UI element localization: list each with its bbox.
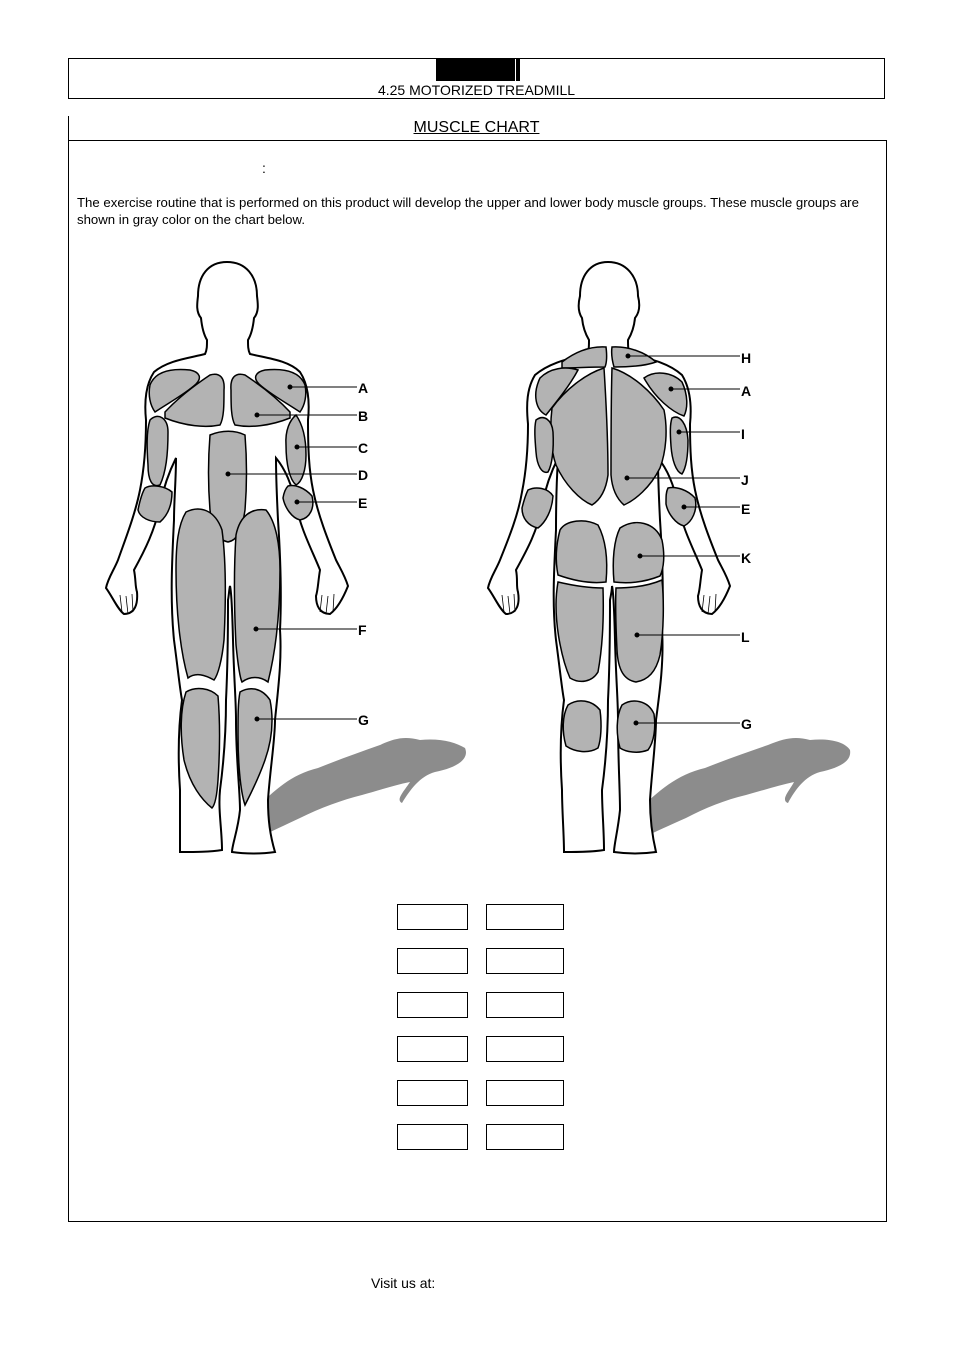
label-colon: :: [262, 160, 266, 176]
back-callout-label: H: [741, 350, 752, 366]
legend-cell: [397, 948, 468, 974]
footer-visit-text: Visit us at:: [371, 1275, 436, 1291]
legend-cell: [397, 992, 468, 1018]
header-box: [68, 58, 885, 99]
header-title: 4.25 MOTORIZED TREADMILL: [377, 82, 576, 98]
front-callout-label: G: [358, 712, 369, 728]
legend-cell: [397, 1080, 468, 1106]
front-callout-label: E: [358, 495, 368, 511]
back-callout-label: I: [741, 426, 745, 442]
back-callout-label: G: [741, 716, 752, 732]
legend-cell: [486, 1036, 564, 1062]
page-title: MUSCLE CHART: [413, 119, 540, 136]
intro-paragraph: The exercise routine that is performed on this product will develop the upper and lower body muscle groups. These muscle groups are shown in gray color on the chart below.: [77, 195, 859, 227]
back-callout-label: K: [741, 550, 752, 566]
front-callout-label: D: [358, 467, 369, 483]
front-callout-label: A: [358, 380, 369, 396]
legend-cell: [397, 1124, 468, 1150]
front-callout-label: B: [358, 408, 369, 424]
front-callout-label: C: [358, 440, 369, 456]
legend-cell: [486, 948, 564, 974]
legend-cell: [397, 904, 468, 930]
muscle-chart-panel: [68, 140, 887, 1222]
legend-cell: [486, 1080, 564, 1106]
back-callout-label: E: [741, 501, 751, 517]
legend-cell: [397, 1036, 468, 1062]
legend-cell: [486, 904, 564, 930]
legend-cell: [486, 992, 564, 1018]
brand-logo: [436, 59, 520, 81]
back-callout-label: L: [741, 629, 750, 645]
legend-cell: [486, 1124, 564, 1150]
back-callout-label: J: [741, 472, 749, 488]
back-callout-label: A: [741, 383, 752, 399]
front-callout-label: F: [358, 622, 367, 638]
